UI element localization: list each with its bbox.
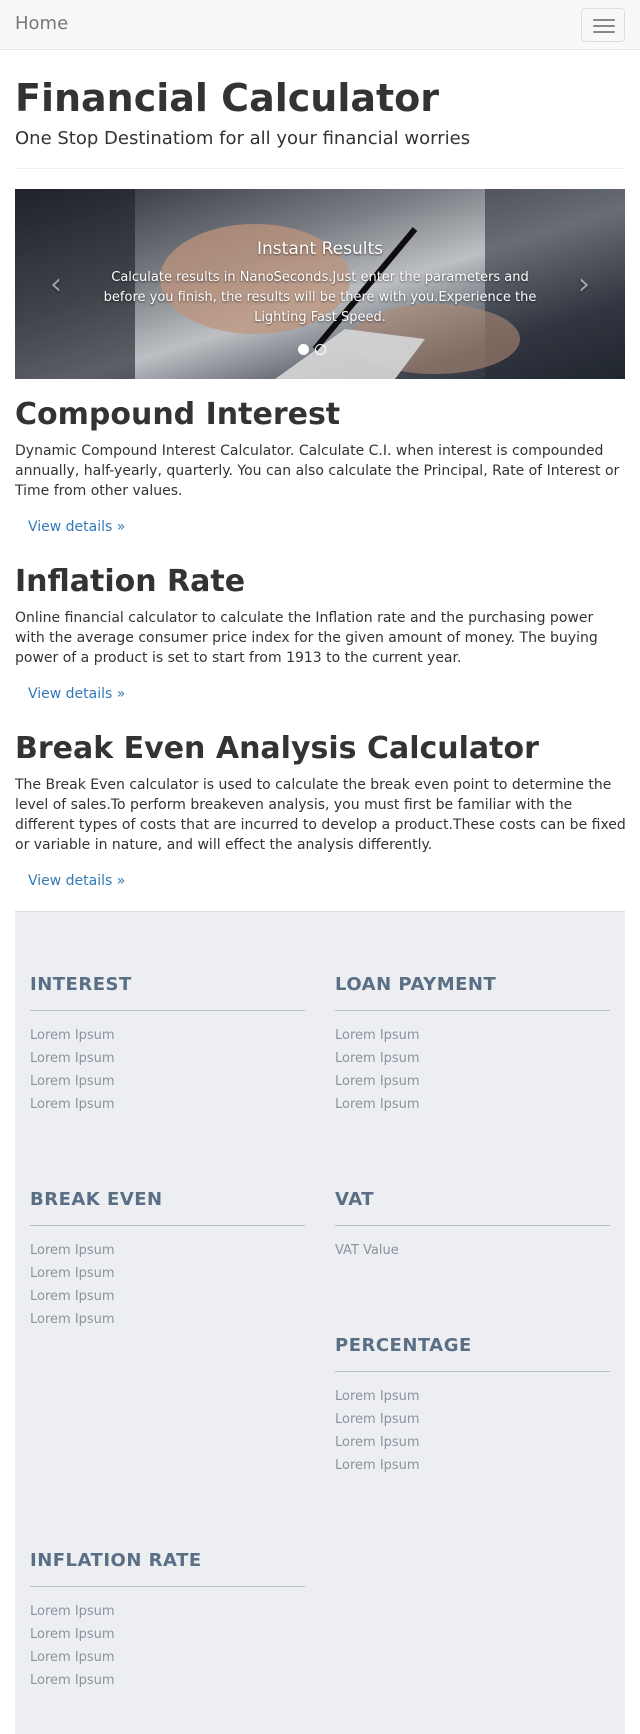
carousel-prev-button[interactable]: ‹ [50,267,62,302]
hamburger-icon-line [593,31,615,33]
footer-link[interactable]: Lorem Ipsum [335,1412,420,1427]
footer-link[interactable]: Lorem Ipsum [30,1266,115,1281]
carousel-next-button[interactable]: › [578,267,590,302]
footer-divider [30,1010,305,1011]
footer-col-percentage [335,1335,610,1477]
footer-col-loan-payment [335,974,610,1116]
footer-link[interactable]: Lorem Ipsum [30,1289,115,1304]
carousel-indicator-1[interactable] [298,344,309,355]
view-details-link-compound-interest[interactable]: View details » [28,519,126,535]
footer-heading-vat: VAT [335,1189,375,1210]
footer-heading-loan-payment: LOAN PAYMENT [335,974,497,995]
footer-link[interactable]: Lorem Ipsum [30,1673,115,1688]
view-details-link-inflation-rate[interactable]: View details » [28,686,126,702]
footer-link[interactable]: Lorem Ipsum [30,1627,115,1642]
footer-link[interactable]: Lorem Ipsum [30,1051,115,1066]
carousel-indicator-2[interactable] [315,344,326,355]
page-subtitle: One Stop Destinatiom for all your financial worries [15,128,471,149]
section-title-inflation-rate: Inflation Rate [15,564,246,599]
footer-divider [30,1225,305,1226]
carousel-caption-title: Instant Results [257,239,383,259]
menu-toggle-button[interactable] [581,8,625,42]
carousel-caption-text: Calculate results in NanoSeconds.Just enter the parameters and before you finish, the results will be there with you.Experience the Lighting Fast Speed. [103,270,537,325]
footer-col-inflation-rate [30,1550,305,1692]
footer-link[interactable]: Lorem Ipsum [335,1074,420,1089]
footer-link[interactable]: Lorem Ipsum [335,1389,420,1404]
footer-divider [335,1010,610,1011]
section-text-compound-interest: Dynamic Compound Interest Calculator. Calculate C.I. when interest is compounded annually, half-yearly, quarterly. You can also calculate the Principal, Rate of Interest or Time from other values. [15,443,620,499]
section-text-inflation-rate: Online financial calculator to calculate the Inflation rate and the purchasing power with the average consumer price index for the given amount of money. The buying power of a product is set to start from 1913 to the current year. [15,610,598,666]
footer-link[interactable]: Lorem Ipsum [30,1604,115,1619]
footer-heading-inflation-rate: INFLATION RATE [30,1550,202,1571]
hamburger-icon-line [593,19,615,21]
carousel-indicators [298,340,332,359]
footer-heading-break-even: BREAK EVEN [30,1189,163,1210]
page-title: Financial Calculator [15,76,439,120]
section-title-break-even: Break Even Analysis Calculator [15,731,539,766]
footer-divider [30,1586,305,1587]
footer-link[interactable]: Lorem Ipsum [335,1028,420,1043]
navbar [0,0,640,50]
footer-link[interactable]: Lorem Ipsum [30,1074,115,1089]
footer-divider [335,1225,610,1226]
footer-col-vat [335,1189,610,1262]
footer-heading-percentage: PERCENTAGE [335,1335,472,1356]
carousel[interactable] [15,189,625,379]
header-divider [15,168,625,169]
footer-heading-interest: INTEREST [30,974,132,995]
home-link[interactable]: Home [15,13,69,34]
footer-col-interest [30,974,305,1116]
footer-link[interactable]: Lorem Ipsum [30,1028,115,1043]
section-text-break-even: The Break Even calculator is used to calculate the break even point to determine the level of sales.To perform breakeven analysis, you must first be familiar with the different types of costs that are incurred to develop a product.These costs can be fixed or variable in nature, and will effect the analysis differently. [15,777,626,853]
section-title-compound-interest: Compound Interest [15,397,341,432]
footer-link[interactable]: VAT Value [335,1243,399,1258]
footer-link[interactable]: Lorem Ipsum [30,1097,115,1112]
footer-link[interactable]: Lorem Ipsum [335,1097,420,1112]
footer-col-break-even [30,1189,305,1331]
footer-link[interactable]: Lorem Ipsum [30,1312,115,1327]
footer [15,911,625,1734]
footer-divider [335,1371,610,1372]
footer-link[interactable]: Lorem Ipsum [30,1650,115,1665]
footer-link[interactable]: Lorem Ipsum [335,1051,420,1066]
footer-link[interactable]: Lorem Ipsum [335,1435,420,1450]
footer-link[interactable]: Lorem Ipsum [335,1458,420,1473]
view-details-link-break-even[interactable]: View details » [28,873,126,889]
hamburger-icon-line [593,25,615,27]
footer-link[interactable]: Lorem Ipsum [30,1243,115,1258]
